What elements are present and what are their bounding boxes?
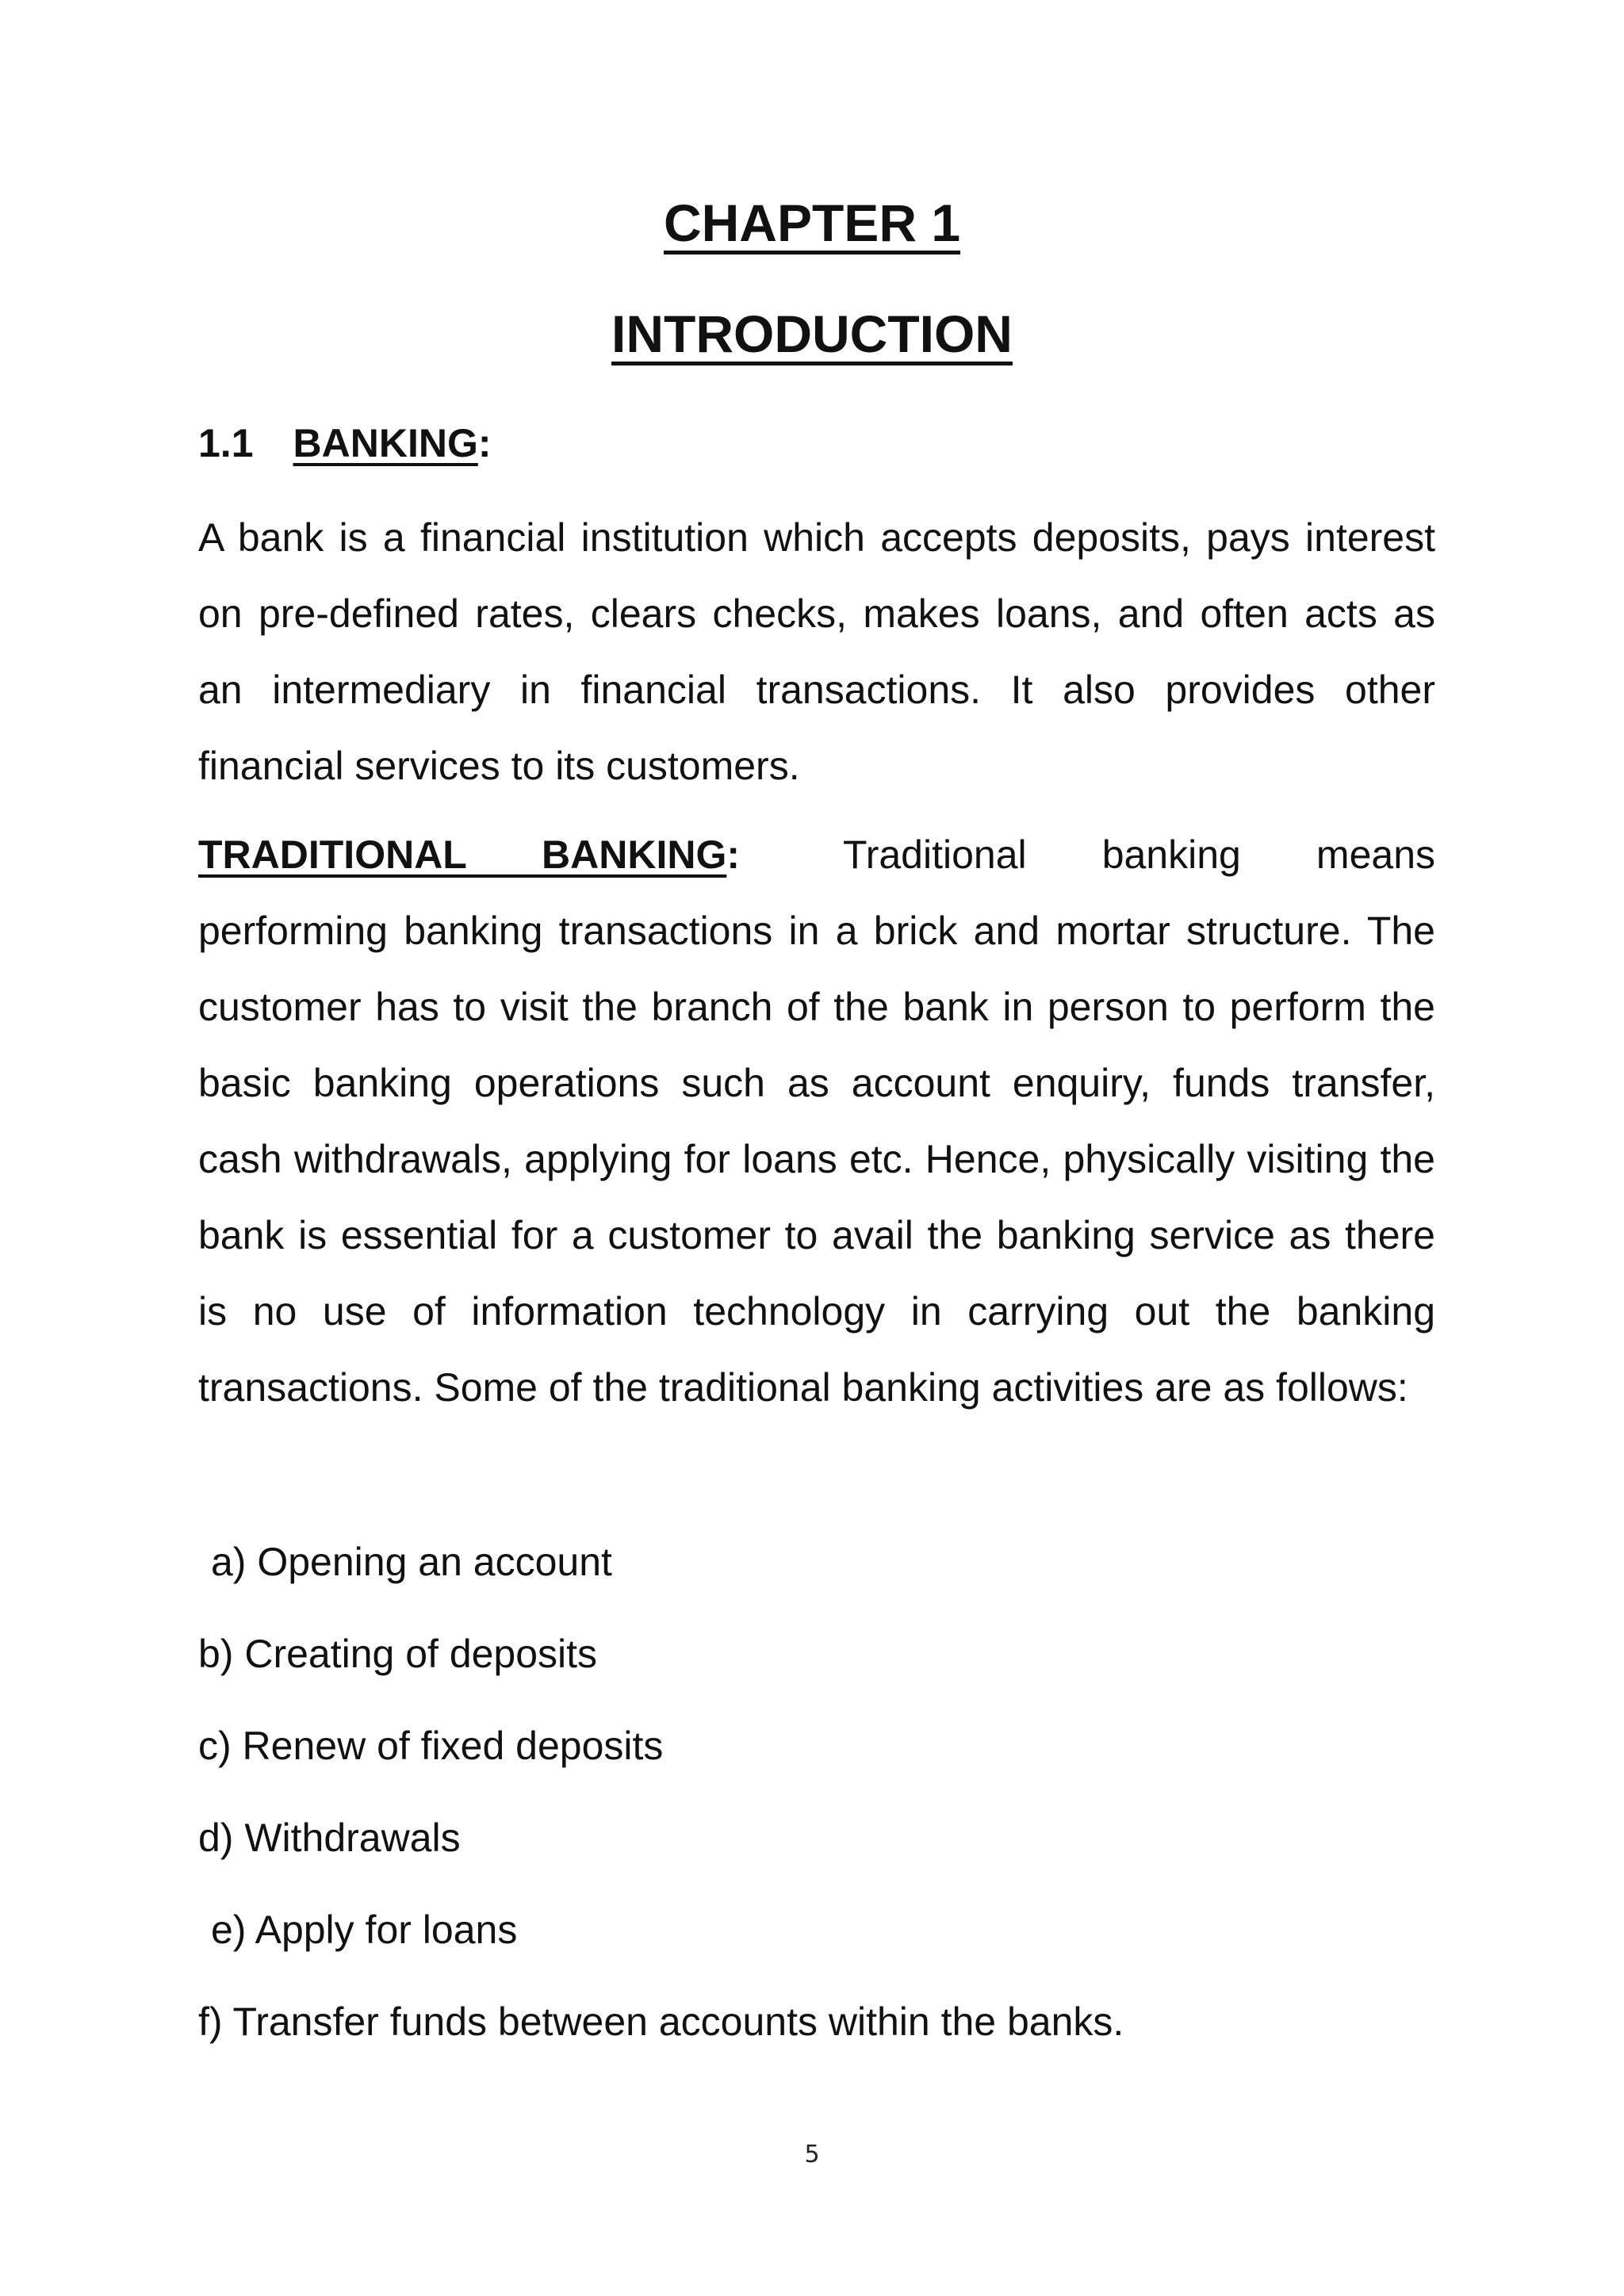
list-item: c) Renew of fixed deposits — [198, 1724, 664, 1768]
page-number: 5 — [804, 2141, 820, 2168]
chapter-title-text: INTRODUCTION — [611, 304, 1013, 363]
traditional-banking-text: Traditional banking means performing banking transactions in a brick and mortar structure. The customer has to visit the branch of the bank in person to perform the basic banking operations such as account enquiry, funds transfer, cash withdrawals, applying for loans etc. Hence, physically visiting the bank is essential for a customer to avail the banking service as there is no use of information technology in carrying out the banking transactions. Some of the traditional banking activities are as follows: — [198, 832, 1435, 1410]
list-item: f) Transfer funds between accounts within the banks. — [198, 1999, 1124, 2044]
list-item: d) Withdrawals — [198, 1816, 461, 1860]
traditional-banking-colon: : — [726, 832, 741, 877]
section-colon: : — [477, 421, 492, 465]
banking-definition-paragraph: A bank is a financial institution which accepts deposits, pays interest on pre-defined rates, clears checks, makes loans, and often acts as an intermediary in financial transactions. It also provides other financial services to its customers. — [198, 515, 1435, 788]
traditional-banking-paragraph — [198, 817, 1435, 1425]
chapter-title — [0, 304, 1624, 363]
traditional-banking-heading — [198, 832, 740, 877]
section-heading — [198, 423, 492, 463]
chapter-label-text: CHAPTER 1 — [663, 193, 961, 252]
list-item: a) Opening an account — [211, 1540, 612, 1584]
section-title: BANKING — [293, 421, 478, 465]
chapter-label — [0, 193, 1624, 252]
section-number: 1.1 — [198, 421, 254, 465]
activities-list — [198, 1516, 1124, 2068]
list-item: e) Apply for loans — [211, 1908, 518, 1952]
traditional-banking-heading-text: TRADITIONAL BANKING — [198, 832, 727, 877]
list-item: b) Creating of deposits — [198, 1632, 598, 1676]
